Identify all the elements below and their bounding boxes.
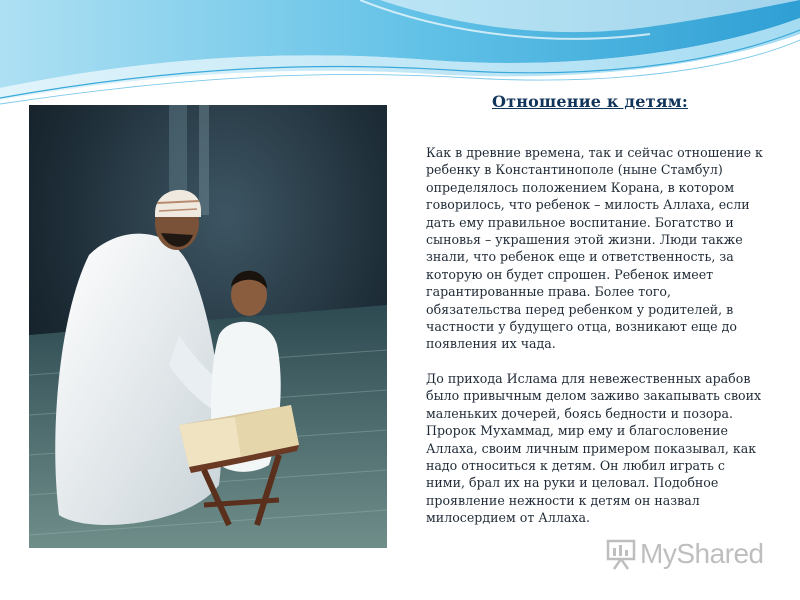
watermark: [606, 534, 776, 574]
illustration-photo: [29, 105, 387, 548]
watermark-text: MyShared: [640, 538, 764, 569]
paragraph-1: Как в древние времена, так и сейчас отношение к ребенку в Константинополе (ныне Стамбул) определялось положением Корана, в котором говорилось, что ребенок – милость Аллаха, если дать ему правильное воспитание. Богатство и сыновья – украшения этой жизни. Люди также знали, что ребенок еще и ответственность, за которую он будет спрошен. Ребенок имеет гарантированные права. Более того, обязательства перед ребенком у родителей, в частности у будущего отца, возникают еще до появления их чада.: [426, 145, 763, 352]
presentation-board-icon: [606, 538, 636, 570]
paragraph-2: До прихода Ислама для невежественных арабов было привычным делом заживо закапывать своих маленьких дочерей, боясь бедности и позора. Пророк Мухаммад, мир ему и благословение Аллаха, своим личным примером показывал, как надо относиться к детям. Он любил играть с ними, брал их на руки и целовал. Подобное проявление нежности к детям он назвал милосердием от Аллаха.: [426, 370, 762, 526]
body-text: [426, 144, 766, 544]
slide-title: Отношение к детям:: [491, 92, 689, 111]
